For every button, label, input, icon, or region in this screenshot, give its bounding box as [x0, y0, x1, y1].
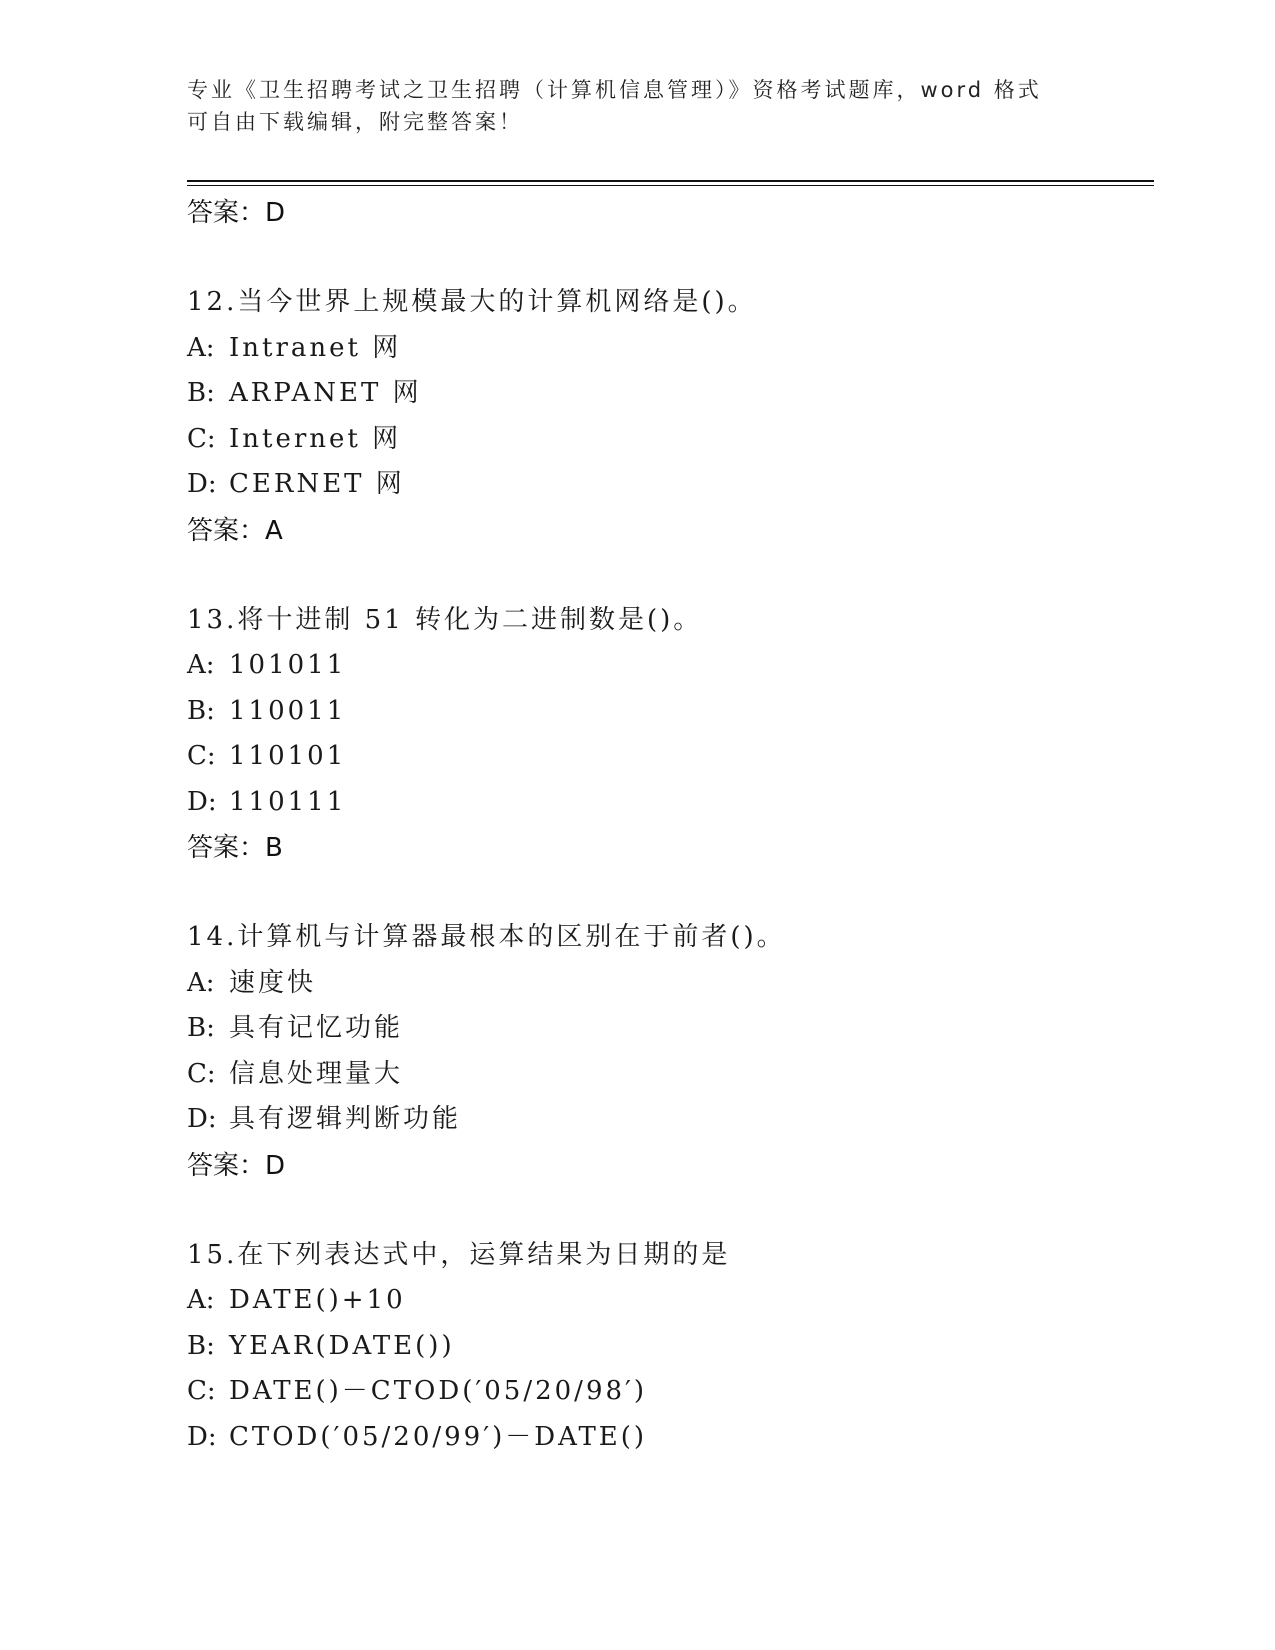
question-text: 12.当今世界上规模最大的计算机网络是()。 [187, 287, 757, 317]
option-c [187, 417, 1147, 463]
option-label: B: [187, 695, 215, 726]
option-label: C: [187, 1376, 216, 1406]
option-text: CTOD(′05/20/99′)－DATE() [229, 1421, 648, 1452]
option-text: DATE()－CTOD(′05/20/98′) [229, 1376, 648, 1406]
option-text: DATE()+10 [229, 1285, 406, 1315]
option-c [187, 734, 1147, 780]
option-d [187, 780, 1147, 826]
option-text: ARPANET 网 [229, 378, 422, 408]
option-a [187, 326, 1147, 372]
option-d [187, 1097, 1147, 1143]
spacer [187, 871, 1147, 915]
previous-answer: 答案：D [187, 198, 286, 228]
question-block [187, 1233, 1147, 1461]
option-d [187, 1415, 1147, 1461]
option-text: 110101 [229, 741, 347, 771]
option-b [187, 1324, 1147, 1370]
header-line-1: 专业《卫生招聘考试之卫生招聘（计算机信息管理）》资格考试题库，word 格式 [187, 78, 1042, 102]
option-label: C: [187, 1058, 216, 1089]
option-label: D: [187, 1421, 217, 1452]
option-text: Intranet 网 [229, 332, 402, 363]
answer: 答案：D [187, 1150, 286, 1181]
option-b [187, 371, 1147, 417]
answer: 答案：B [187, 833, 283, 863]
option-label: A: [187, 967, 215, 998]
option-text: CERNET 网 [229, 469, 405, 499]
answer: 答案：A [187, 515, 283, 546]
option-c [187, 1052, 1147, 1098]
spacer [187, 1189, 1147, 1233]
option-a [187, 1278, 1147, 1324]
option-text: 速度快 [229, 967, 317, 998]
header-line-2: 可自由下载编辑，附完整答案！ [187, 110, 523, 134]
spacer [187, 236, 1147, 280]
option-label: A: [187, 1285, 215, 1315]
option-text: 110011 [229, 695, 347, 726]
option-text: Internet 网 [229, 423, 402, 454]
option-text: 110111 [229, 786, 347, 817]
option-b [187, 689, 1147, 735]
option-text: 信息处理量大 [229, 1058, 404, 1089]
option-text: 具有记忆功能 [229, 1013, 404, 1043]
option-d [187, 462, 1147, 508]
option-a [187, 643, 1147, 689]
option-a [187, 961, 1147, 1007]
option-label: A: [187, 332, 215, 363]
question-list [187, 190, 1147, 1460]
option-label: D: [187, 786, 217, 817]
question-block [187, 915, 1147, 1189]
option-c [187, 1369, 1147, 1415]
option-text: YEAR(DATE()) [229, 1330, 455, 1361]
option-label: B: [187, 1013, 215, 1043]
option-text: 101011 [229, 650, 347, 680]
document-header [187, 74, 1087, 138]
option-label: D: [187, 1104, 217, 1134]
option-label: D: [187, 469, 217, 499]
question-text: 14.计算机与计算器最根本的区别在于前者()。 [187, 922, 786, 952]
question-text: 13.将十进制 51 转化为二进制数是()。 [187, 604, 703, 635]
option-label: C: [187, 423, 216, 454]
question-block [187, 598, 1147, 872]
option-text: 具有逻辑判断功能 [229, 1104, 462, 1134]
option-label: B: [187, 378, 215, 408]
question-block [187, 280, 1147, 554]
option-b [187, 1006, 1147, 1052]
option-label: A: [187, 650, 215, 680]
header-divider-thick [187, 180, 1154, 182]
question-text: 15.在下列表达式中，运算结果为日期的是 [187, 1239, 731, 1270]
option-label: B: [187, 1330, 215, 1361]
header-divider-thin [187, 185, 1154, 186]
option-label: C: [187, 741, 216, 771]
spacer [187, 554, 1147, 598]
